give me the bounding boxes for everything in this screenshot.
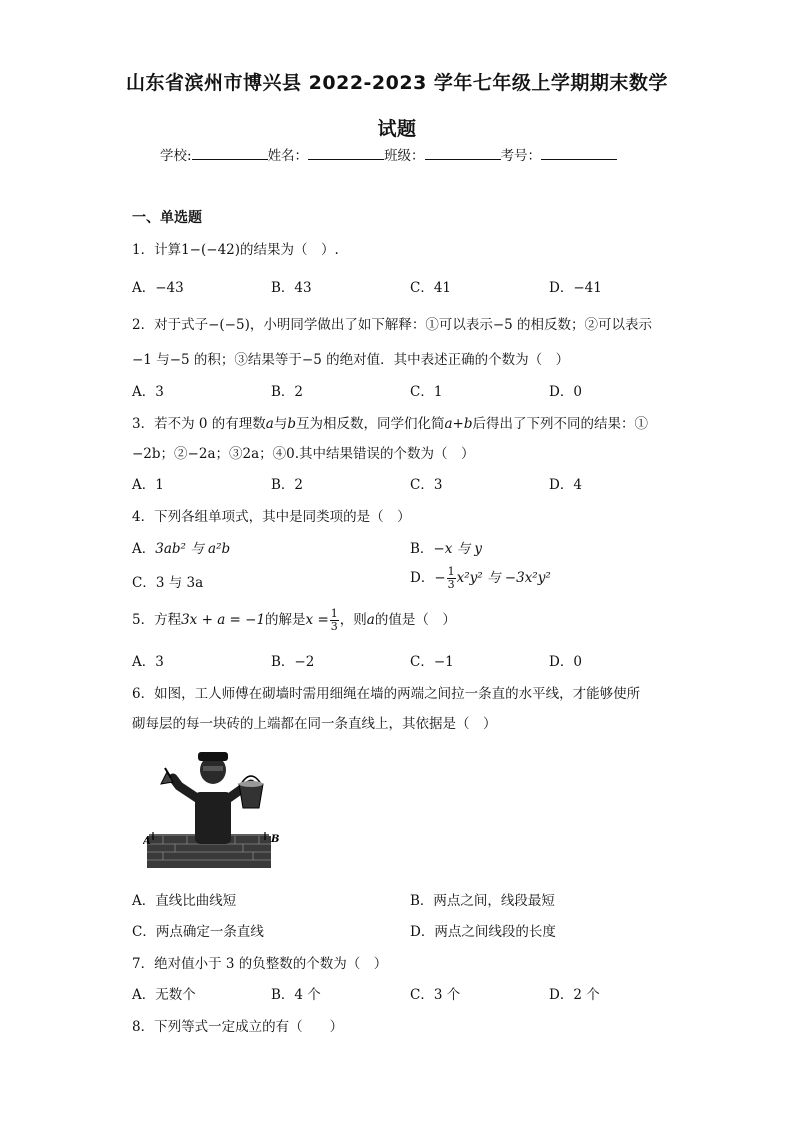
q1-option-d[interactable]: D．−41 [549, 280, 602, 296]
q3-text-3: 互为相反数，同学们化简 [295, 416, 445, 432]
q5-equation: 3x + a = −1 [181, 612, 266, 628]
section-heading: 一、单选题 [132, 210, 202, 226]
q4-d-expression: x²y² 与 −3x²y² [456, 570, 551, 586]
q6-option-a[interactable]: A．直线比曲线短 [132, 893, 237, 909]
q6-option-c[interactable]: C．两点确定一条直线 [132, 924, 264, 940]
q3-text-1: 3．若不为 0 的有理数 [132, 416, 266, 432]
q7-option-a[interactable]: A．无数个 [132, 987, 196, 1003]
q3-var-b: b [287, 416, 296, 432]
question-2-line1: 2．对于式子−(−5)，小明同学做出了如下解释：①可以表示−5 的相反数；②可以表示 [132, 317, 653, 333]
page-title: 山东省滨州市博兴县 2022-2023 学年七年级上学期期末数学 [126, 72, 668, 94]
q3-text-4: 后得出了下列不同的结果：① [472, 416, 648, 432]
q5-var-a: a [366, 612, 375, 628]
question-7: 7．绝对值小于 3 的负整数的个数为（ ） [132, 956, 388, 972]
name-blank[interactable] [308, 146, 384, 160]
q3-text-2: 与 [273, 416, 288, 432]
q3-var-a: a [265, 416, 274, 432]
q7-option-d[interactable]: D．2 个 [549, 987, 600, 1003]
question-4: 4．下列各组单项式，其中是同类项的是（ ） [132, 509, 411, 525]
q4-c-label: C． [132, 575, 156, 591]
number-label: 考号： [500, 148, 542, 164]
page-title-line2: 试题 [377, 118, 417, 140]
bricklayer-figure [143, 748, 283, 872]
question-8: 8．下列等式一定成立的有（ ） [132, 1019, 344, 1035]
q7-option-b[interactable]: B．4 个 [271, 987, 321, 1003]
question-6-line2: 砌每层的每一块砖的上端都在同一条直线上，其依据是（ ） [132, 716, 497, 732]
q4-option-a[interactable] [132, 537, 230, 557]
figure-label-b: B [271, 834, 280, 845]
question-6-line1: 6．如图，工人师傅在砌墙时需用细绳在墙的两端之间拉一条直的水平线，才能够使所 [132, 686, 641, 702]
q5-denominator: 3 [330, 620, 338, 633]
question-3-line1 [132, 412, 648, 432]
q2-option-c[interactable]: C．1 [410, 384, 443, 400]
q4-option-d[interactable] [410, 566, 551, 591]
q4-d-label: D． [410, 570, 435, 586]
q3-option-d[interactable]: D．4 [549, 477, 582, 493]
q5-option-c[interactable]: C．−1 [410, 654, 454, 670]
q2-option-d[interactable]: D．0 [549, 384, 582, 400]
q4-a-expression: 3ab² 与 a²b [155, 541, 231, 557]
q5-text-3: ，则 [339, 612, 367, 628]
q7-option-c[interactable]: C．3 个 [410, 987, 461, 1003]
q1-expression: 1−(−42) [181, 242, 241, 258]
question-2-line2: −1 与−5 的积；③结果等于−5 的绝对值．其中表述正确的个数为（ ） [132, 352, 570, 368]
bucket-icon [239, 784, 263, 808]
figure-label-a: A [143, 836, 151, 847]
q5-fraction [330, 608, 339, 633]
q6-option-d[interactable]: D．两点之间线段的长度 [410, 924, 556, 940]
q4-d-fraction [447, 566, 456, 591]
q5-option-d[interactable]: D．0 [549, 654, 582, 670]
q4-option-c[interactable] [132, 571, 203, 591]
q3-expression: a+b [444, 416, 473, 432]
q5-text-1: 5．方程 [132, 612, 182, 628]
class-blank[interactable] [425, 146, 501, 160]
school-label: 学校: [160, 148, 192, 164]
q2-option-b[interactable]: B．2 [271, 384, 304, 400]
question-1 [132, 238, 339, 258]
q3-option-b[interactable]: B．2 [271, 477, 304, 493]
q1-text: 1．计算 [132, 242, 182, 258]
class-label: 班级： [384, 148, 425, 164]
worker-hat [198, 752, 228, 761]
q1-text-end: 的结果为（ ）. [240, 242, 339, 258]
q4-b-label: B． [410, 541, 434, 557]
q5-option-a[interactable]: A．3 [132, 654, 164, 670]
q4-b-expression: −x 与 y [433, 541, 483, 557]
q2-option-a[interactable]: A．3 [132, 384, 164, 400]
q4-option-b[interactable] [410, 537, 482, 557]
q1-option-c[interactable]: C．41 [410, 280, 452, 296]
q5-numerator: 1 [330, 607, 338, 620]
number-blank[interactable] [541, 146, 617, 160]
q3-option-c[interactable]: C．3 [410, 477, 443, 493]
student-info-line [160, 144, 617, 164]
q1-option-b[interactable]: B．43 [271, 280, 312, 296]
q4-c-expression: 3 与 3a [155, 575, 204, 591]
q4-d-minus: − [434, 570, 446, 586]
worker-left-arm [173, 778, 197, 798]
q5-x-equals: x = [305, 612, 329, 628]
question-3-line2: −2b；②−2a；③2a；④0.其中结果错误的个数为（ ） [132, 446, 475, 462]
q3-option-a[interactable]: A．1 [132, 477, 164, 493]
q1-option-a[interactable]: A．−43 [132, 280, 184, 296]
q6-option-b[interactable]: B．两点之间，线段最短 [410, 893, 555, 909]
name-label: 姓名： [267, 148, 309, 164]
q5-text-4: 的值是（ ） [374, 612, 456, 628]
q5-text-2: 的解是 [265, 612, 306, 628]
question-5 [132, 608, 456, 633]
q5-option-b[interactable]: B．−2 [271, 654, 315, 670]
school-blank[interactable] [192, 146, 268, 160]
q4-a-label: A． [132, 541, 156, 557]
q4-d-numerator: 1 [447, 565, 455, 578]
q4-d-denominator: 3 [447, 578, 455, 591]
